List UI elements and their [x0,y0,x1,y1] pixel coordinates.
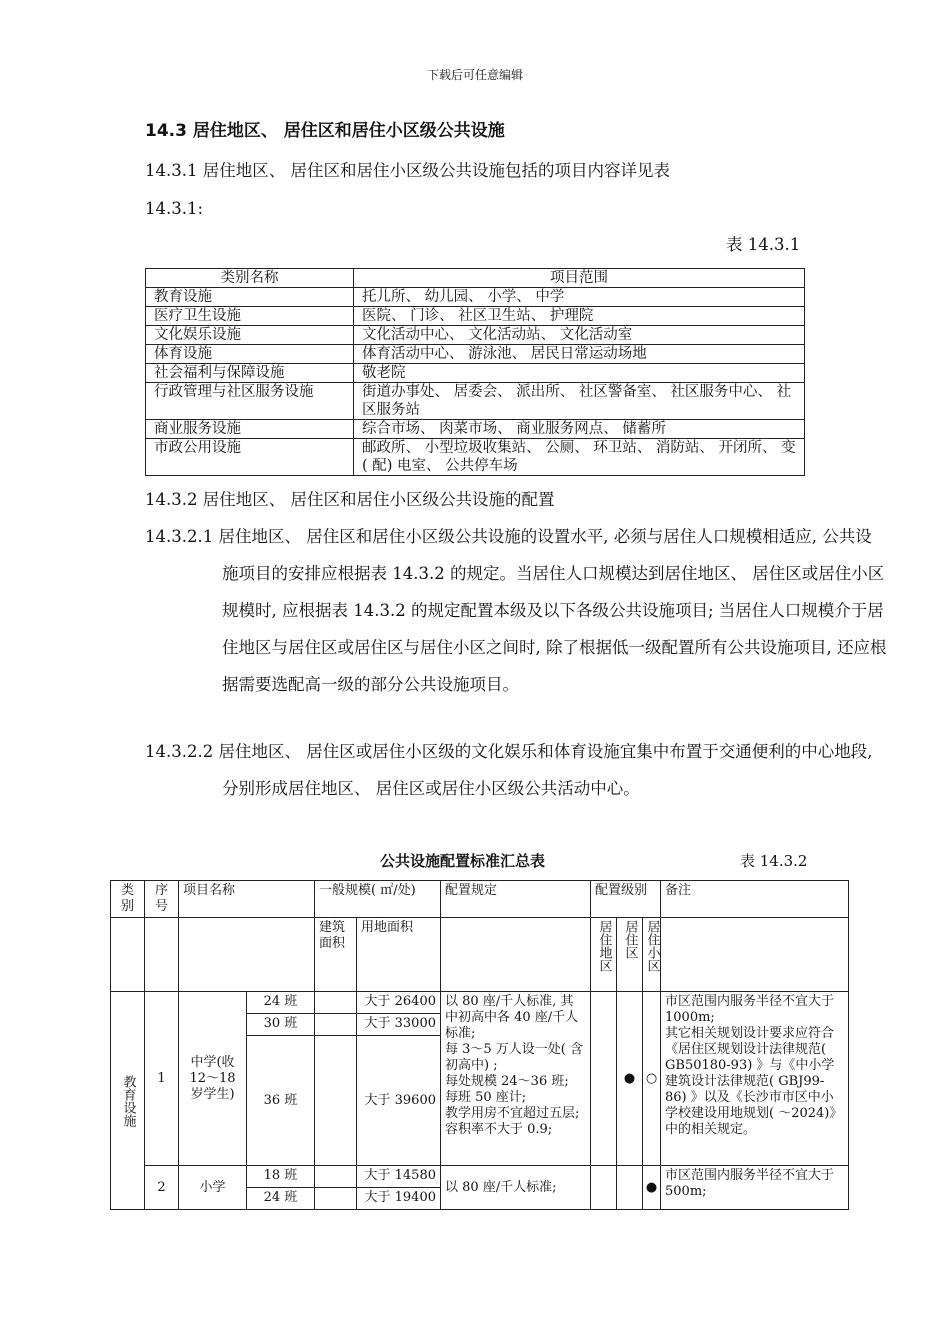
table-row [146,439,805,476]
category-text: 教育设施 [120,1074,136,1127]
scope-cell: 托儿所、 幼儿园、 小学、 中学 [354,288,805,307]
col-header-category: 类别名称 [146,269,354,288]
table-row [146,383,805,420]
rule-cell: 以 80 座/千人标准, 其中初高中各 40 座/千人标准; 每 3～5 万人设一处( 含初高中) ; 每处规模 24～36 班; 每班 50 座计; 教学用房不宜超过五层; 容积率不大于 0.9; [441,992,591,1166]
project-name: 中学(收12～18岁学生) [179,992,247,1166]
scope-cell: 文化活动中心、 文化活动站、 文化活动室 [354,326,805,345]
project-name: 小学 [179,1166,247,1210]
table-row [146,307,805,326]
note-cell: 市区范围内服务半径不宜大于 500m; [661,1166,849,1210]
build-area-cell [315,1036,357,1166]
table-14-3-2 [110,880,849,1210]
empty-cell [145,918,179,992]
page-header: 下载后可任意编辑 [426,68,523,82]
header-level: 配置级别 [591,881,661,918]
col-header-scope: 项目范围 [354,269,805,288]
table-row [146,420,805,439]
header-level-subdistrict-text: 居住小区 [644,920,660,972]
level-subdistrict-cell: ○ [643,992,661,1166]
paragraph-14-3-1-cont: 14.3.1: [145,199,204,218]
paragraph-14-3-2-2: 14.3.2.2 居住地区、 居住区或居住小区级的文化娱乐和体育设施宜集中布置于交通便利的中心地段, 分别形成居住地区、 居住区或居住小区级公共活动中心。 [145,742,873,798]
header-scale: 一般规模( ㎡/处) [315,881,441,918]
category-cell [111,992,145,1210]
section-title: 14.3 居住地区、 居住区和居住小区级公共设施 [145,121,505,141]
empty-cell [111,918,145,992]
header-rule: 配置规定 [441,881,591,918]
table-row [146,326,805,345]
header-name: 项目名称 [179,881,315,918]
table2-title: 公共设施配置标准汇总表 [380,852,546,870]
category-cell: 社会福利与保障设施 [146,364,354,383]
header-level-subdistrict [643,918,661,992]
table-header-row [146,269,805,288]
scope-cell: 邮政所、 小型垃圾收集站、 公厕、 环卫站、 消防站、 开闭所、 变( 配) 电室、 公共停车场 [354,439,805,476]
header-no: 序号 [145,881,179,918]
table-header-row [111,881,849,918]
level-district-cell [591,992,617,1166]
class-count: 30 班 [247,1014,315,1036]
class-count: 18 班 [247,1166,315,1188]
header-level-district [591,918,617,992]
scope-cell: 综合市场、 肉菜市场、 商业服务网点、 储蓄所 [354,420,805,439]
scope-cell: 敬老院 [354,364,805,383]
empty-cell [441,918,591,992]
category-cell: 市政公用设施 [146,439,354,476]
land-area-cell: 大于 33000 [357,1014,441,1036]
land-area-cell: 大于 14580 [357,1166,441,1188]
land-area-cell: 大于 26400 [357,992,441,1014]
class-count: 24 班 [247,992,315,1014]
table-row [146,288,805,307]
category-cell: 文化娱乐设施 [146,326,354,345]
header-level-area [617,918,643,992]
level-area-cell: ● [617,992,643,1166]
scope-cell: 体育活动中心、 游泳池、 居民日常运动场地 [354,345,805,364]
category-cell: 商业服务设施 [146,420,354,439]
header-level-district-text: 居住地区 [596,920,612,972]
build-area-cell [315,1166,357,1188]
table1-label: 表 14.3.1 [726,235,801,254]
table-14-3-1 [145,268,805,476]
empty-cell [661,918,849,992]
row-no: 2 [145,1166,179,1210]
note-cell: 市区范围内服务半径不宜大于 1000m; 其它相关规划设计要求应符合《居住区规划设计法律规范( GB50180-93) 》与《中小学建筑设计法律规范( GBJ99-86) 》以及《长沙市市区中小学校建设用地规划( ～2024)》中的相关规定。 [661,992,849,1166]
level-area-cell [617,1166,643,1210]
category-cell: 医疗卫生设施 [146,307,354,326]
header-build-area: 建筑面积 [315,918,357,992]
header-category: 类别 [111,881,145,918]
class-count: 36 班 [247,1036,315,1166]
category-cell: 体育设施 [146,345,354,364]
level-subdistrict-cell: ● [643,1166,661,1210]
header-level-area-text: 居住区 [622,920,638,959]
table-subheader-row [111,918,849,992]
level-district-cell [591,1166,617,1210]
category-cell: 行政管理与社区服务设施 [146,383,354,420]
land-area-cell: 大于 19400 [357,1188,441,1210]
category-cell: 教育设施 [146,288,354,307]
table-row [146,364,805,383]
table2-label: 表 14.3.2 [740,852,808,870]
empty-cell [179,918,315,992]
build-area-cell [315,992,357,1014]
row-no: 1 [145,992,179,1166]
scope-cell: 街道办事处、 居委会、 派出所、 社区警备室、 社区服务中心、 社区服务站 [354,383,805,420]
build-area-cell [315,1188,357,1210]
table-row [146,345,805,364]
class-count: 24 班 [247,1188,315,1210]
build-area-cell [315,1014,357,1036]
scope-cell: 医院、 门诊、 社区卫生站、 护理院 [354,307,805,326]
table-row [111,1166,849,1188]
paragraph-14-3-2-1: 14.3.2.1 居住地区、 居住区和居住小区级公共设施的设置水平, 必须与居住人口规模相适应, 公共设施项目的安排应根据表 14.3.2 的规定。当居住人口规模达到居住地区、 居住区或居住小区规模时, 应根据表 14.3.2 的规定配置本级及以下各级公共设施项目; 当居住人口规模介于居住地区与居住区或居住区与居住小区之间时, 除了根据低一级配置所有公共设施项目, 还应根据需要选配高一级的部分公共设施项目。 [145,527,887,694]
paragraph-14-3-2: 14.3.2 居住地区、 居住区和居住小区级公共设施的配置 [145,490,555,509]
rule-cell: 以 80 座/千人标准; [441,1166,591,1210]
header-land-area: 用地面积 [357,918,441,992]
land-area-cell: 大于 39600 [357,1036,441,1166]
header-note: 备注 [661,881,849,918]
table-row [111,992,849,1014]
paragraph-14-3-1: 14.3.1 居住地区、 居住区和居住小区级公共设施包括的项目内容详见表 [145,161,670,180]
